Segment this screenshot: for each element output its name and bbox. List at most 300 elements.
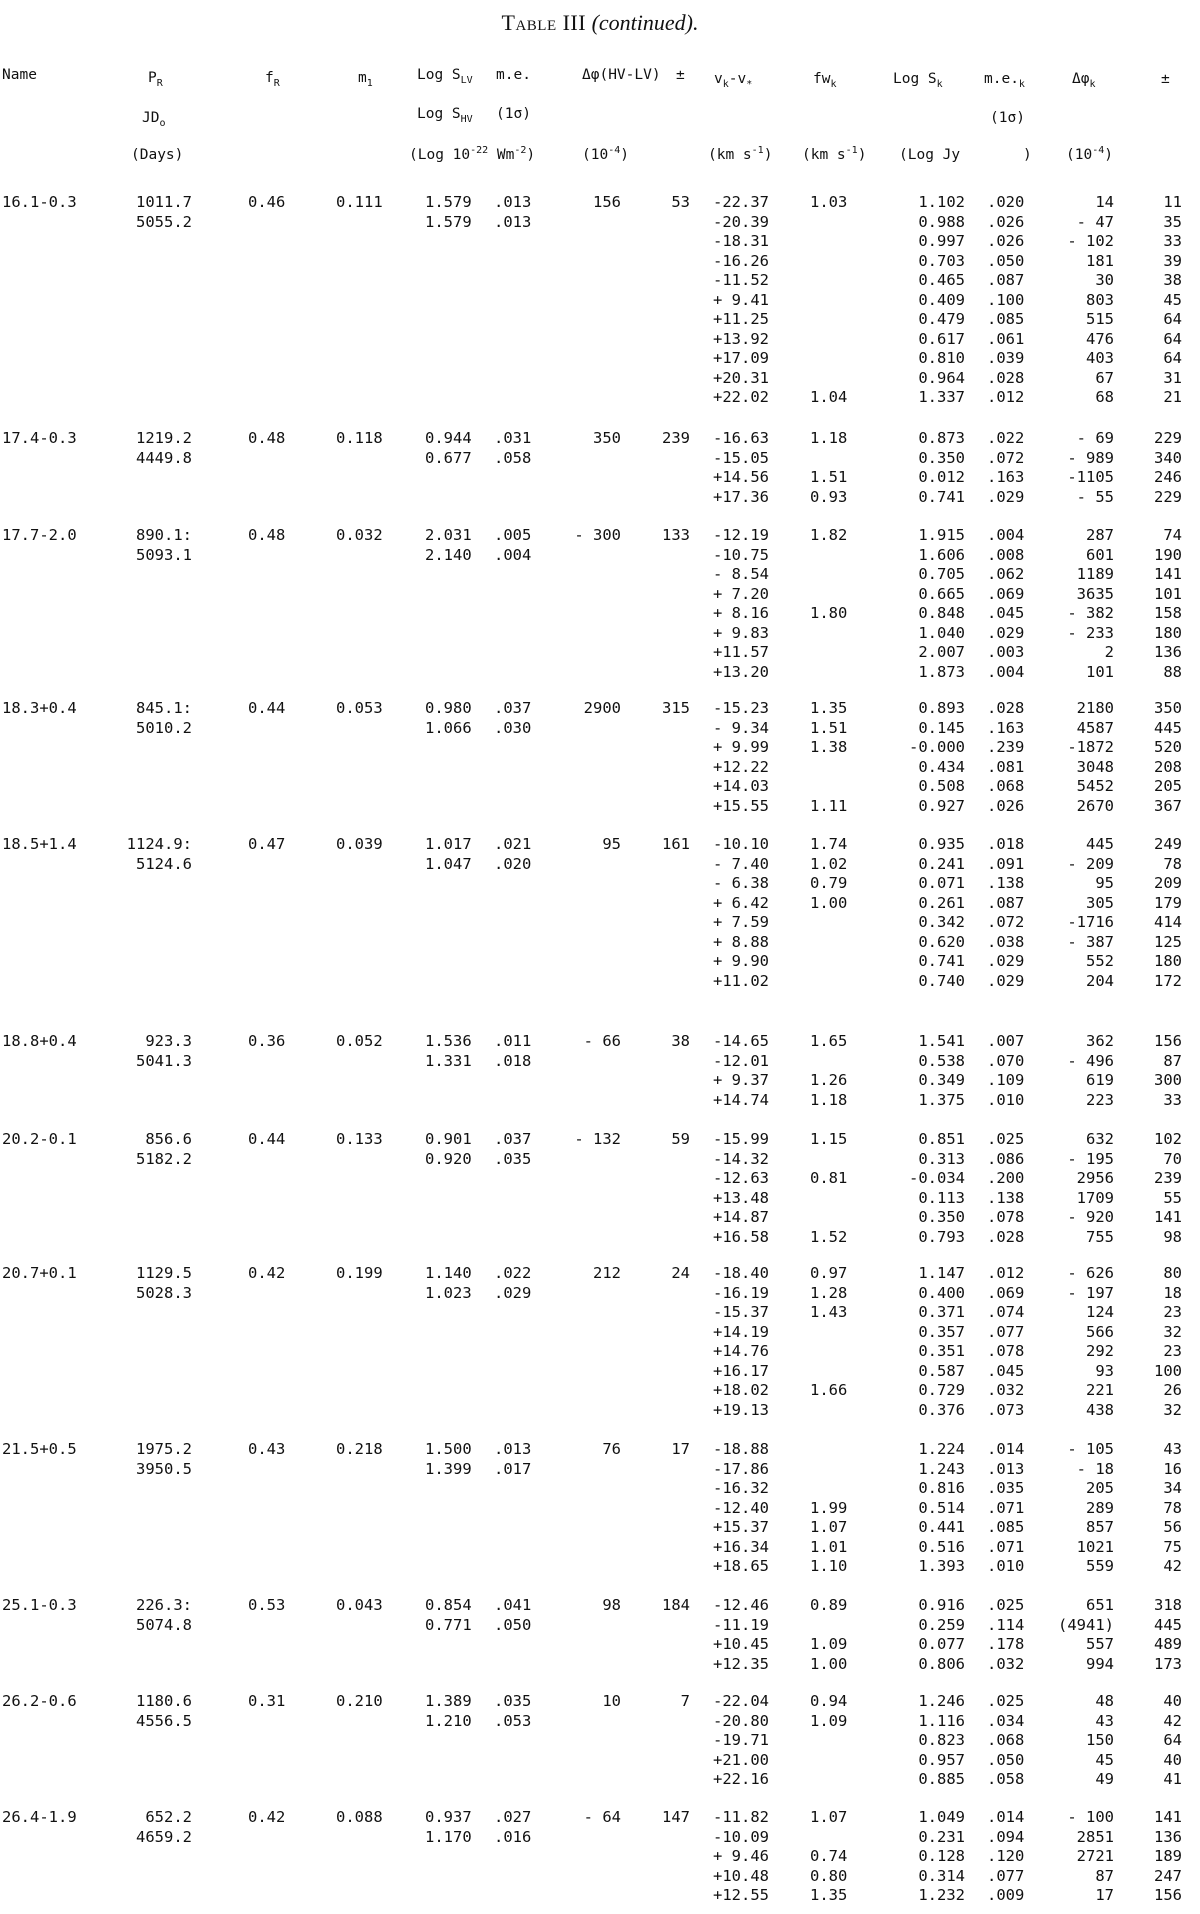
cell-log-hv: 1.023: [425, 1283, 472, 1302]
cell-vk: +16.58: [713, 1227, 769, 1246]
cell-vk: -22.04: [713, 1692, 769, 1710]
cell-logsk: 0.793: [918, 1227, 965, 1246]
cell-logsk: 1.049: [918, 1808, 965, 1826]
header-mek-sigma: (1σ): [990, 110, 1025, 126]
cell-logsk: 0.665: [918, 584, 965, 603]
cell-dphik: 87: [1095, 1866, 1114, 1885]
header-logsk-units: (Log Jy: [899, 147, 961, 163]
cell-err: 189: [1154, 1847, 1182, 1865]
cell-logsk: 1.040: [918, 623, 965, 642]
cell-err: 32: [1163, 1322, 1182, 1341]
cell-logsk: 0.741: [918, 952, 965, 970]
cell-err: 179: [1154, 893, 1182, 912]
cell-mek: .014: [987, 1440, 1025, 1458]
cell-err: 445: [1154, 1615, 1182, 1634]
cell-vk: +11.57: [713, 643, 769, 661]
cell-mek: .050: [987, 251, 1025, 270]
cell-vk: -12.19: [713, 526, 769, 544]
cell-mek: .026: [987, 796, 1025, 815]
cell-pr: 1975.2: [136, 1440, 192, 1458]
cell-dphi: 98: [602, 1596, 621, 1614]
cell-mek: .200: [987, 1169, 1025, 1187]
cell-me-lv: .013: [494, 193, 532, 211]
cell-fw: 1.51: [810, 468, 848, 486]
cell-dphik: 1021: [1076, 1537, 1114, 1556]
cell-vk: + 7.20: [713, 584, 769, 603]
cell-m1: 0.032: [336, 526, 383, 544]
cell-me-lv: .027: [494, 1808, 532, 1826]
cell-dphik: 93: [1095, 1361, 1114, 1380]
cell-dphik: 476: [1086, 329, 1114, 348]
cell-mek: .077: [987, 1322, 1025, 1341]
cell-m1: 0.043: [336, 1596, 383, 1614]
cell-vk: -12.46: [713, 1596, 769, 1614]
cell-m1: 0.111: [336, 193, 383, 211]
cell-fw: 1.07: [810, 1808, 848, 1826]
cell-mek: .163: [987, 468, 1025, 486]
table-title: [0, 10, 1200, 36]
cell-pr: 890.1:: [136, 526, 192, 544]
cell-jd: 4449.8: [136, 448, 192, 467]
cell-me-lv: .005: [494, 526, 532, 544]
cell-me-lv: .031: [494, 429, 532, 447]
cell-err: 208: [1154, 757, 1182, 776]
cell-mek: .029: [987, 952, 1025, 970]
cell-name: 26.4-1.9: [2, 1808, 77, 1826]
cell-logsk: 0.259: [918, 1615, 965, 1634]
cell-vk: -18.40: [713, 1264, 769, 1282]
cell-vk: -20.39: [713, 212, 769, 231]
cell-dphi-err: 239: [662, 429, 690, 447]
cell-vk: + 9.90: [713, 952, 769, 970]
cell-dphik: - 387: [1067, 932, 1114, 951]
cell-log-lv: 0.944: [425, 429, 472, 447]
cell-vk: +14.03: [713, 777, 769, 795]
header-pm2: ±: [1161, 71, 1170, 87]
cell-logsk: 0.538: [918, 1051, 965, 1070]
cell-err: 64: [1163, 349, 1182, 367]
cell-me-hv: .058: [494, 448, 532, 467]
cell-me-hv: .030: [494, 718, 532, 737]
cell-dphi-err: 315: [662, 699, 690, 717]
cell-err: 180: [1154, 952, 1182, 970]
cell-name: 17.7-2.0: [2, 526, 77, 544]
cell-dphik: - 382: [1067, 604, 1114, 622]
cell-dphik: 305: [1086, 893, 1114, 912]
cell-fw: 0.74: [810, 1847, 848, 1865]
cell-mek: .004: [987, 662, 1025, 681]
cell-err: 350: [1154, 699, 1182, 717]
cell-dphik: 2: [1104, 643, 1114, 661]
cell-logsk: 1.541: [918, 1032, 965, 1050]
cell-fw: 1.66: [810, 1381, 848, 1399]
cell-err: 45: [1163, 290, 1182, 309]
cell-dphik: 515: [1086, 310, 1114, 328]
header-dphik-units: $(10^{-4})$: [1066, 145, 1113, 163]
cell-err: 100: [1154, 1361, 1182, 1380]
cell-mek: .035: [987, 1479, 1025, 1497]
cell-err: 489: [1154, 1635, 1182, 1653]
header-mek-close: ): [1023, 147, 1032, 163]
cell-fr: 0.47: [248, 835, 286, 853]
cell-pr: 1124.9:: [126, 835, 192, 853]
cell-log-hv: 1.579: [425, 212, 472, 231]
cell-mek: .004: [987, 526, 1025, 544]
cell-mek: .068: [987, 777, 1025, 795]
cell-err: 32: [1163, 1400, 1182, 1419]
cell-vk: +14.56: [713, 468, 769, 486]
cell-logsk: 0.145: [918, 718, 965, 737]
cell-jd: 5028.3: [136, 1283, 192, 1302]
cell-logsk: 0.349: [918, 1071, 965, 1089]
cell-err: 16: [1163, 1459, 1182, 1478]
cell-mek: .003: [987, 643, 1025, 661]
cell-dphi-err: 7: [680, 1692, 690, 1710]
cell-m1: 0.053: [336, 699, 383, 717]
cell-vk: +21.00: [713, 1750, 769, 1769]
cell-mek: .034: [987, 1711, 1025, 1730]
cell-dphik: 445: [1086, 835, 1114, 853]
cell-logsk: 0.400: [918, 1283, 965, 1302]
cell-err: 23: [1163, 1342, 1182, 1360]
header-days: (Days): [131, 147, 184, 163]
cell-dphik: - 69: [1076, 429, 1114, 447]
cell-me-hv: .050: [494, 1615, 532, 1634]
cell-vk: -16.32: [713, 1479, 769, 1497]
cell-err: 31: [1163, 368, 1182, 387]
cell-dphik: 68: [1095, 388, 1114, 406]
cell-log-lv: 0.980: [425, 699, 472, 717]
cell-vk: +17.36: [713, 487, 769, 506]
cell-dphik: 205: [1086, 1479, 1114, 1497]
cell-logsk: 0.873: [918, 429, 965, 447]
cell-vk: + 6.42: [713, 893, 769, 912]
cell-vk: +13.92: [713, 329, 769, 348]
cell-fw: 0.79: [810, 874, 848, 892]
cell-err: 34: [1163, 1479, 1182, 1497]
cell-logsk: 0.823: [918, 1731, 965, 1749]
cell-vk: -12.01: [713, 1051, 769, 1070]
cell-fw: 1.28: [810, 1283, 848, 1302]
cell-logsk: 0.516: [918, 1537, 965, 1556]
cell-logsk: 0.128: [918, 1847, 965, 1865]
cell-dphik: 557: [1086, 1635, 1114, 1653]
cell-err: 340: [1154, 448, 1182, 467]
cell-mek: .070: [987, 1051, 1025, 1070]
cell-dphik: 5452: [1076, 777, 1114, 795]
cell-dphik: 362: [1086, 1032, 1114, 1050]
cell-log-lv: 0.854: [425, 1596, 472, 1614]
cell-log-lv: 1.579: [425, 193, 472, 211]
cell-err: 141: [1154, 1808, 1182, 1826]
cell-err: 520: [1154, 738, 1182, 756]
cell-fr: 0.48: [248, 429, 286, 447]
cell-name: 18.8+0.4: [2, 1032, 77, 1050]
cell-log-hv: 1.170: [425, 1827, 472, 1846]
cell-m1: 0.133: [336, 1130, 383, 1148]
cell-vk: -16.19: [713, 1283, 769, 1302]
cell-me-lv: .037: [494, 1130, 532, 1148]
cell-mek: .045: [987, 1361, 1025, 1380]
cell-logsk: 1.102: [918, 193, 965, 211]
cell-logsk: 0.314: [918, 1866, 965, 1885]
cell-err: 33: [1163, 1090, 1182, 1109]
header-dphi-units: $(10^{-4})$: [582, 145, 629, 163]
cell-logsk: 1.232: [918, 1886, 965, 1904]
cell-dphi: 156: [593, 193, 621, 211]
cell-jd: 5124.6: [136, 854, 192, 873]
header-logs-hv: Log $S_{HV}$: [417, 106, 473, 125]
cell-logsk: 0.351: [918, 1342, 965, 1360]
cell-fw: 0.89: [810, 1596, 848, 1614]
cell-dphik: 2956: [1076, 1169, 1114, 1187]
cell-fw: 1.35: [810, 699, 848, 717]
cell-logsk: 0.729: [918, 1381, 965, 1399]
cell-err: 246: [1154, 468, 1182, 486]
header-vk-units: (km $s^{-1}$): [708, 145, 773, 163]
cell-mek: .062: [987, 565, 1025, 583]
cell-fr: 0.42: [248, 1264, 286, 1282]
cell-dphik: 150: [1086, 1731, 1114, 1749]
cell-fw: 1.35: [810, 1886, 848, 1904]
cell-dphik: 2180: [1076, 699, 1114, 717]
cell-dphik: 601: [1086, 545, 1114, 564]
cell-dphik: (4941): [1058, 1615, 1114, 1634]
header-fw: $fw_k$: [813, 71, 837, 90]
cell-mek: .026: [987, 212, 1025, 231]
cell-me-lv: .035: [494, 1692, 532, 1710]
cell-jd: 5010.2: [136, 718, 192, 737]
cell-err: 445: [1154, 718, 1182, 737]
cell-vk: +12.55: [713, 1886, 769, 1904]
cell-mek: .081: [987, 757, 1025, 776]
cell-me-hv: .053: [494, 1711, 532, 1730]
cell-m1: 0.199: [336, 1264, 383, 1282]
cell-dphik: 2851: [1076, 1827, 1114, 1846]
cell-dphik: 803: [1086, 290, 1114, 309]
cell-dphik: 30: [1095, 271, 1114, 289]
cell-mek: .026: [987, 232, 1025, 250]
cell-logsk: 0.997: [918, 232, 965, 250]
cell-vk: -11.82: [713, 1808, 769, 1826]
cell-dphik: - 195: [1067, 1149, 1114, 1168]
cell-logsk: 0.617: [918, 329, 965, 348]
cell-dphi-err: 38: [671, 1032, 690, 1050]
cell-fw: 1.01: [810, 1537, 848, 1556]
cell-me-lv: .011: [494, 1032, 532, 1050]
cell-vk: +12.22: [713, 757, 769, 776]
cell-err: 172: [1154, 971, 1182, 990]
cell-logsk: -0.000: [909, 738, 965, 756]
cell-err: 80: [1163, 1264, 1182, 1282]
cell-jd: 5093.1: [136, 545, 192, 564]
cell-vk: -17.86: [713, 1459, 769, 1478]
cell-dphi-err: 53: [671, 193, 690, 211]
cell-mek: .010: [987, 1090, 1025, 1109]
cell-dphik: 1189: [1076, 565, 1114, 583]
cell-logsk: 1.393: [918, 1557, 965, 1575]
cell-name: 17.4-0.3: [2, 429, 77, 447]
cell-err: 64: [1163, 310, 1182, 328]
header-name: Name: [2, 67, 37, 83]
cell-mek: .032: [987, 1654, 1025, 1673]
cell-me-hv: .029: [494, 1283, 532, 1302]
cell-logsk: 0.935: [918, 835, 965, 853]
cell-vk: +19.13: [713, 1400, 769, 1419]
cell-log-hv: 1.210: [425, 1711, 472, 1730]
cell-fw: 1.07: [810, 1518, 848, 1536]
cell-jd: 4556.5: [136, 1711, 192, 1730]
cell-mek: .010: [987, 1557, 1025, 1575]
cell-fw: 1.15: [810, 1130, 848, 1148]
cell-err: 156: [1154, 1886, 1182, 1904]
header-dphi: Δφ(HV-LV): [582, 67, 661, 83]
cell-mek: .094: [987, 1827, 1025, 1846]
cell-vk: +16.17: [713, 1361, 769, 1380]
cell-dphik: 403: [1086, 349, 1114, 367]
cell-log-hv: 2.140: [425, 545, 472, 564]
cell-dphik: - 105: [1067, 1440, 1114, 1458]
cell-vk: -20.80: [713, 1711, 769, 1730]
cell-err: 87: [1163, 1051, 1182, 1070]
cell-mek: .072: [987, 913, 1025, 931]
cell-logsk: 0.077: [918, 1635, 965, 1653]
cell-err: 367: [1154, 796, 1182, 815]
cell-log-hv: 1.331: [425, 1051, 472, 1070]
cell-fw: 0.81: [810, 1169, 848, 1187]
cell-logsk: 1.224: [918, 1440, 965, 1458]
cell-err: 26: [1163, 1381, 1182, 1399]
cell-err: 158: [1154, 604, 1182, 622]
cell-logsk: 0.342: [918, 913, 965, 931]
cell-mek: .029: [987, 971, 1025, 990]
cell-me-hv: .004: [494, 545, 532, 564]
cell-log-hv: 1.047: [425, 854, 472, 873]
cell-vk: -11.19: [713, 1615, 769, 1634]
cell-logsk: 0.441: [918, 1518, 965, 1536]
cell-logsk: 0.741: [918, 487, 965, 506]
cell-dphik: - 920: [1067, 1208, 1114, 1226]
header-dphi-pm: ±: [676, 67, 685, 83]
cell-err: 18: [1163, 1283, 1182, 1302]
cell-err: 300: [1154, 1071, 1182, 1089]
cell-mek: .071: [987, 1498, 1025, 1517]
cell-fw: 1.38: [810, 738, 848, 756]
cell-mek: .029: [987, 487, 1025, 506]
cell-mek: .025: [987, 1596, 1025, 1614]
cell-vk: -10.10: [713, 835, 769, 853]
cell-dphi: - 66: [583, 1032, 621, 1050]
cell-dphik: 619: [1086, 1071, 1114, 1089]
cell-err: 74: [1163, 526, 1182, 544]
cell-vk: -12.40: [713, 1498, 769, 1517]
cell-dphik: 3048: [1076, 757, 1114, 776]
cell-logsk: 0.806: [918, 1654, 965, 1673]
cell-pr: 923.3: [145, 1032, 192, 1050]
cell-fw: 0.80: [810, 1866, 848, 1885]
cell-logsk: 0.816: [918, 1479, 965, 1497]
cell-err: 43: [1163, 1440, 1182, 1458]
header-sigma: (1σ): [496, 106, 531, 122]
cell-mek: .087: [987, 271, 1025, 289]
header-pr: $P_R$: [148, 70, 163, 89]
cell-dphi-err: 147: [662, 1808, 690, 1826]
cell-vk: +22.02: [713, 388, 769, 406]
cell-fw: 1.02: [810, 854, 848, 873]
cell-dphik: - 496: [1067, 1051, 1114, 1070]
cell-log-hv: 0.677: [425, 448, 472, 467]
cell-err: 70: [1163, 1149, 1182, 1168]
cell-name: 16.1-0.3: [2, 193, 77, 211]
cell-fr: 0.48: [248, 526, 286, 544]
cell-name: 20.2-0.1: [2, 1130, 77, 1148]
cell-err: 55: [1163, 1188, 1182, 1207]
cell-m1: 0.088: [336, 1808, 383, 1826]
cell-mek: .086: [987, 1149, 1025, 1168]
cell-vk: + 9.41: [713, 290, 769, 309]
cell-vk: -15.05: [713, 448, 769, 467]
cell-mek: .029: [987, 623, 1025, 642]
cell-fw: 0.93: [810, 487, 848, 506]
cell-vk: -14.32: [713, 1149, 769, 1168]
cell-vk: +14.87: [713, 1208, 769, 1226]
cell-me-lv: .021: [494, 835, 532, 853]
cell-log-lv: 1.017: [425, 835, 472, 853]
cell-name: 25.1-0.3: [2, 1596, 77, 1614]
cell-log-lv: 2.031: [425, 526, 472, 544]
cell-pr: 1180.6: [136, 1692, 192, 1710]
cell-dphik: 124: [1086, 1303, 1114, 1321]
header-logs-lv: Log $S_{LV}$: [417, 67, 473, 86]
cell-dphi: - 300: [574, 526, 621, 544]
header-dphik: $\Delta\varphi_k$: [1072, 71, 1096, 90]
cell-vk: +17.09: [713, 349, 769, 367]
cell-mek: .069: [987, 1283, 1025, 1302]
cell-err: 229: [1154, 429, 1182, 447]
cell-err: 41: [1163, 1770, 1182, 1788]
cell-err: 23: [1163, 1303, 1182, 1321]
cell-vk: -18.31: [713, 232, 769, 250]
cell-vk: + 9.83: [713, 623, 769, 642]
cell-err: 205: [1154, 777, 1182, 795]
cell-dphik: 857: [1086, 1518, 1114, 1536]
cell-log-hv: 1.066: [425, 718, 472, 737]
cell-logsk: 0.964: [918, 368, 965, 387]
cell-err: 209: [1154, 874, 1182, 892]
cell-pr: 856.6: [145, 1130, 192, 1148]
cell-mek: .085: [987, 310, 1025, 328]
cell-dphi-err: 24: [671, 1264, 690, 1282]
cell-err: 190: [1154, 545, 1182, 564]
cell-logsk: 0.893: [918, 699, 965, 717]
cell-dphi-err: 59: [671, 1130, 690, 1148]
cell-err: 42: [1163, 1557, 1182, 1575]
cell-fr: 0.42: [248, 1808, 286, 1826]
cell-dphik: 552: [1086, 952, 1114, 970]
cell-fw: 1.00: [810, 893, 848, 912]
cell-fw: 1.82: [810, 526, 848, 544]
cell-mek: .045: [987, 604, 1025, 622]
cell-jd: 5055.2: [136, 212, 192, 231]
cell-vk: +20.31: [713, 368, 769, 387]
cell-dphik: 287: [1086, 526, 1114, 544]
cell-vk: + 7.59: [713, 913, 769, 931]
cell-mek: .078: [987, 1208, 1025, 1226]
cell-fw: 1.09: [810, 1635, 848, 1653]
cell-vk: +16.34: [713, 1537, 769, 1556]
cell-vk: -19.71: [713, 1731, 769, 1749]
cell-fw: 1.04: [810, 388, 848, 406]
